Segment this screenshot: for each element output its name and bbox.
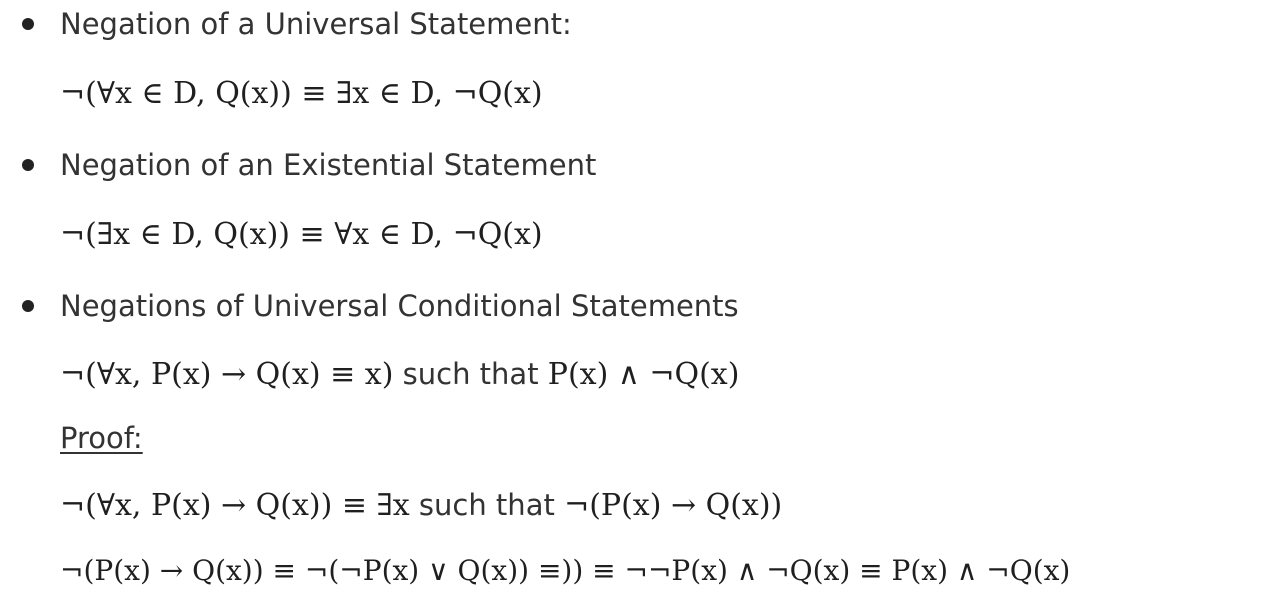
bullet-dot-icon: [22, 18, 34, 30]
proof-line-2: ¬(P(x) → Q(x)) ≡ ¬(¬P(x) ∨ Q(x)) ≡)) ≡ ¬¬P(x) ∧ ¬Q(x) ≡ P(x) ∧ ¬Q(x): [60, 554, 1071, 587]
heading-universal-negation: Negation of a Universal Statement:: [60, 7, 572, 41]
heading-existential-negation: Negation of an Existential Statement: [60, 148, 597, 182]
bullet-dot-icon: [22, 159, 34, 171]
formula-universal-negation: ¬(∀x ∈ D, Q(x)) ≡ ∃x ∈ D, ¬Q(x): [60, 76, 543, 111]
bullet-dot-icon: [22, 300, 34, 312]
formula-conditional-negation: [60, 357, 740, 392]
proof-label: Proof:: [60, 421, 143, 455]
proof-line-1: [60, 488, 783, 523]
formula-text-part: such that: [393, 357, 548, 391]
formula-part: P(x) ∧ ¬Q(x): [547, 357, 740, 392]
formula-part: ¬(∀x, P(x) → Q(x)) ≡ ∃x: [60, 488, 410, 523]
formula-part: ¬(P(x) → Q(x)): [564, 488, 783, 523]
formula-existential-negation: ¬(∃x ∈ D, Q(x)) ≡ ∀x ∈ D, ¬Q(x): [60, 217, 543, 252]
formula-part: ¬(∀x, P(x) → Q(x) ≡ x): [60, 357, 394, 392]
formula-text-part: such that: [409, 488, 565, 522]
heading-conditional-negation: Negations of Universal Conditional Statements: [60, 289, 739, 323]
